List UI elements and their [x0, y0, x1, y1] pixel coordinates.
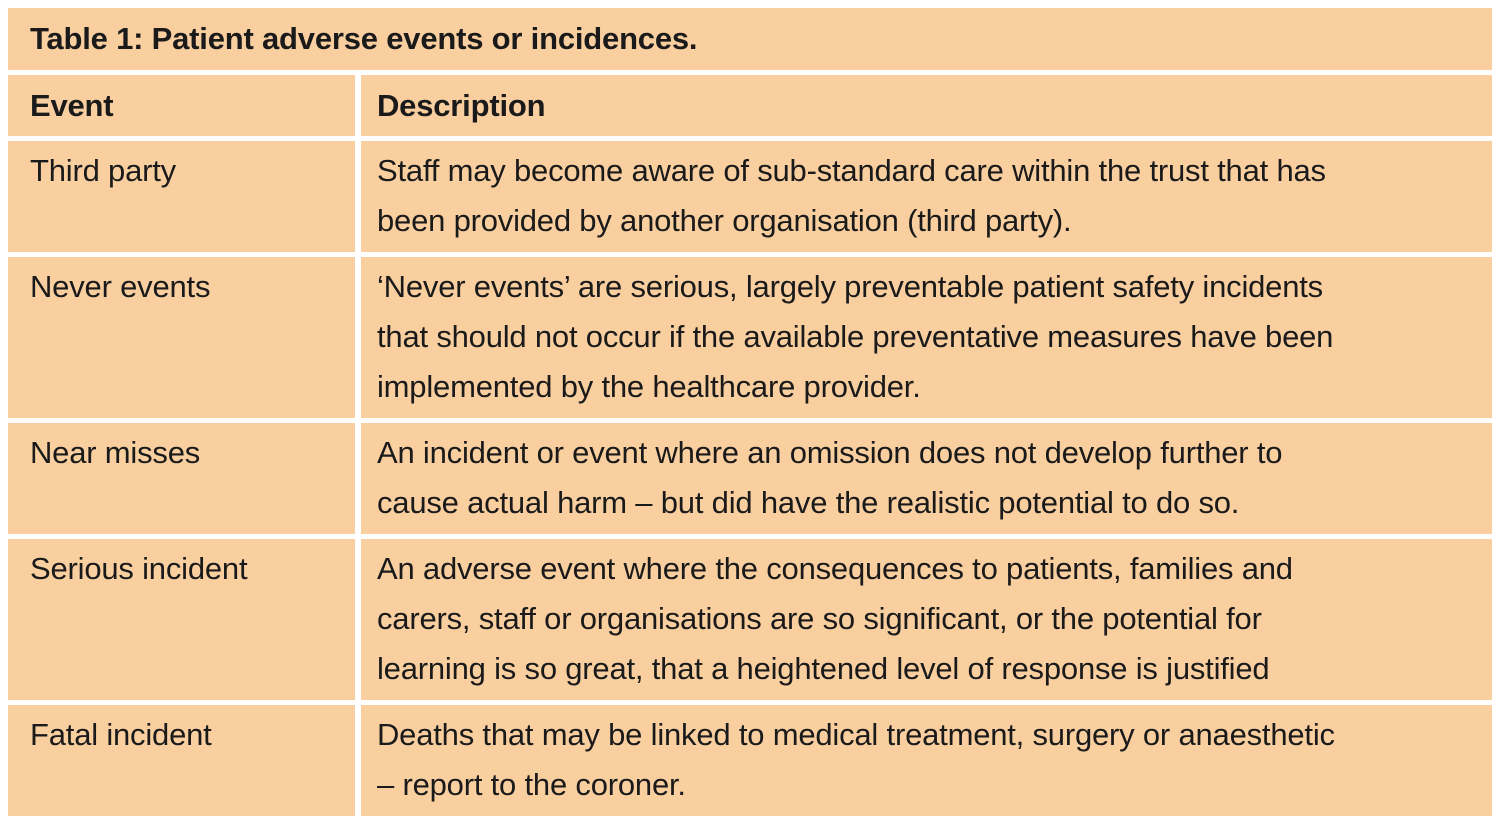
- event-cell-serious-incident: Serious incident: [8, 539, 355, 700]
- description-cell-near-misses: [361, 423, 1492, 534]
- description-line: Deaths that may be linked to medical treatment, surgery or anaesthetic: [377, 717, 1335, 752]
- description-line: cause actual harm – but did have the realistic potential to do so.: [377, 485, 1240, 520]
- description-line: that should not occur if the available preventative measures have been: [377, 319, 1334, 354]
- description-line: ‘Never events’ are serious, largely preventable patient safety incidents: [377, 269, 1323, 304]
- description-cell-serious-incident: [361, 539, 1492, 700]
- description-line: – report to the coroner.: [377, 767, 686, 802]
- column-header-description: Description: [361, 75, 1492, 136]
- table-caption: Table 1: Patient adverse events or incidences.: [8, 8, 1492, 70]
- event-cell-near-misses: Near misses: [8, 423, 355, 534]
- description-line: An incident or event where an omission does not develop further to: [377, 435, 1283, 470]
- description-line: learning is so great, that a heightened level of response is justified: [377, 651, 1270, 686]
- description-cell-third-party: [361, 141, 1492, 252]
- event-cell-never-events: Never events: [8, 257, 355, 418]
- description-cell-never-events: [361, 257, 1492, 418]
- event-cell-third-party: Third party: [8, 141, 355, 252]
- description-line: implemented by the healthcare provider.: [377, 369, 921, 404]
- description-line: carers, staff or organisations are so significant, or the potential for: [377, 601, 1262, 636]
- description-line: An adverse event where the consequences to patients, families and: [377, 551, 1293, 586]
- description-line: been provided by another organisation (third party).: [377, 203, 1072, 238]
- adverse-events-table: [8, 8, 1492, 806]
- column-header-event: Event: [8, 75, 355, 136]
- description-line: Staff may become aware of sub-standard care within the trust that has: [377, 153, 1326, 188]
- description-cell-fatal-incident: [361, 705, 1492, 816]
- event-cell-fatal-incident: Fatal incident: [8, 705, 355, 816]
